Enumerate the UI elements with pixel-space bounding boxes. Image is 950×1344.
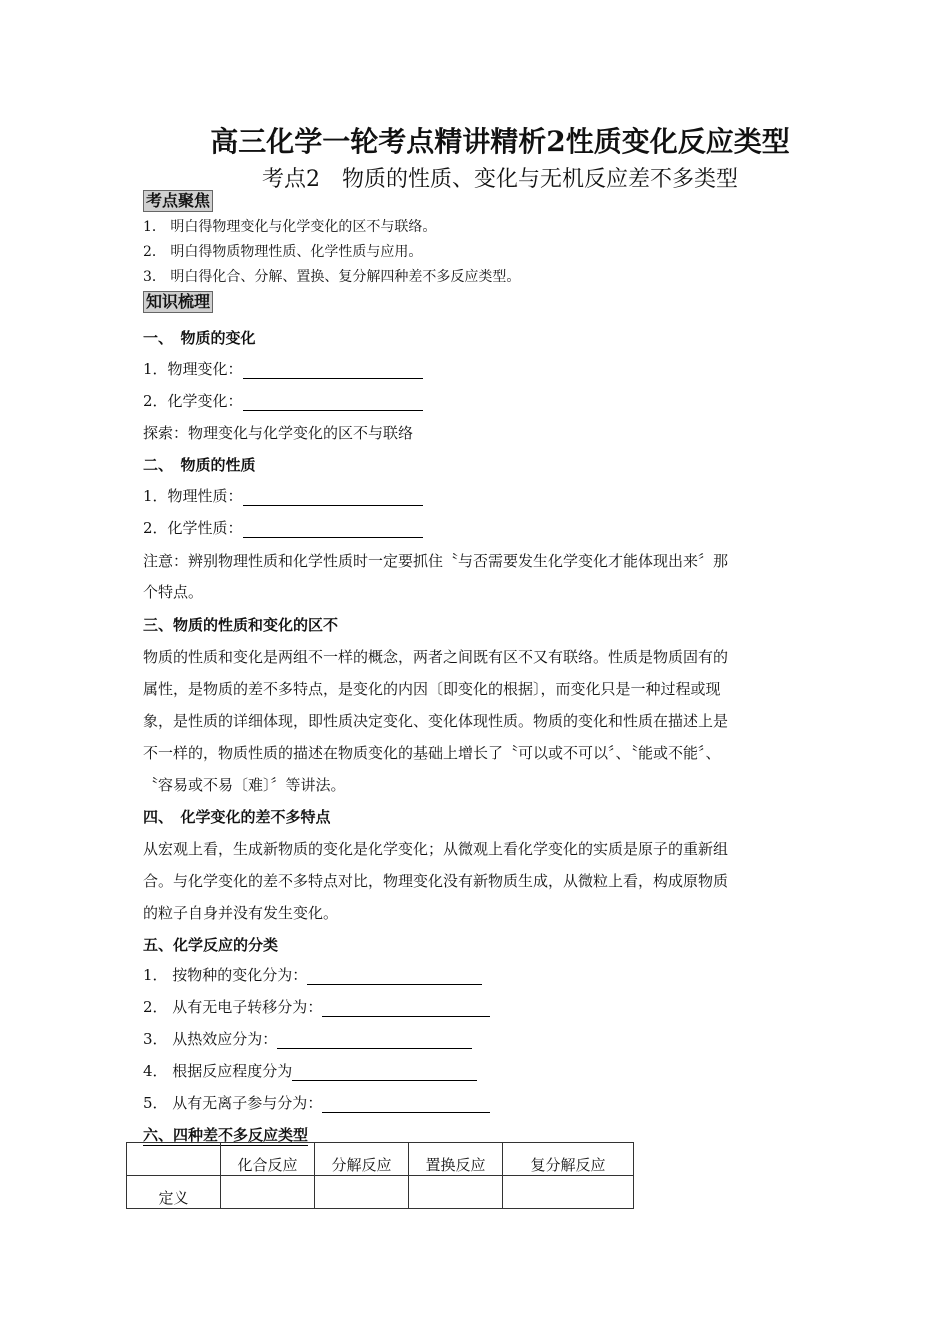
classification-line bbox=[143, 1092, 490, 1113]
focus-tag: 考点聚焦 bbox=[143, 190, 213, 212]
classification-blank[interactable] bbox=[307, 968, 482, 985]
paragraph-line: 物质的性质和变化是两组不一样的概念，两者之间既有区不又有联络。性质是物质固有的 bbox=[143, 648, 729, 666]
paragraph-line: 从宏观上看，生成新物质的变化是化学变化；从微观上看化学变化的实质是原子的重新组 bbox=[143, 840, 729, 858]
section-4-heading: 四、 化学变化的差不多特点 bbox=[143, 808, 331, 826]
chemical-change-label: 2．化学变化： bbox=[143, 392, 243, 410]
physical-property-blank[interactable] bbox=[243, 489, 423, 506]
classification-line bbox=[143, 1028, 472, 1049]
paragraph-line: 象，是性质的详细体现，即性质决定变化、变化体现性质。物质的变化和性质在描述上是 bbox=[143, 712, 729, 730]
knowledge-tag: 知识梳理 bbox=[143, 291, 213, 313]
table-header-cell: 复分解反应 bbox=[503, 1143, 634, 1176]
physical-property-line bbox=[143, 485, 423, 506]
table-header-cell: 置换反应 bbox=[409, 1143, 503, 1176]
table-header-cell: 化合反应 bbox=[221, 1143, 315, 1176]
attention-note-line2: 个特点。 bbox=[143, 583, 204, 601]
section-2-heading: 二、 物质的性质 bbox=[143, 456, 256, 474]
chemical-change-line bbox=[143, 390, 423, 411]
classification-blank[interactable] bbox=[277, 1032, 472, 1049]
table-row bbox=[127, 1176, 634, 1209]
section-1-heading: 一、 物质的变化 bbox=[143, 329, 256, 347]
classification-label: 3． 从热效应分为： bbox=[143, 1030, 278, 1048]
classification-blank[interactable] bbox=[292, 1064, 477, 1081]
physical-change-label: 1．物理变化： bbox=[143, 360, 243, 378]
focus-item: 2． 明白得物质物理性质、化学性质与应用。 bbox=[143, 244, 423, 260]
table-cell[interactable] bbox=[315, 1176, 409, 1209]
classification-line bbox=[143, 996, 490, 1017]
section-3-heading: 三、物质的性质和变化的区不 bbox=[143, 616, 339, 634]
classification-line bbox=[143, 964, 482, 985]
chemical-property-blank[interactable] bbox=[243, 521, 423, 538]
paragraph-line: 不一样的，物质性质的描述在物质变化的基础上增长了〝可以或不可以〞、〝能或不能〞、 bbox=[143, 744, 721, 762]
paragraph-line: 〝容易或不易〔难〕〞等讲法。 bbox=[143, 776, 346, 794]
section-5-heading: 五、化学反应的分类 bbox=[143, 936, 279, 954]
table-cell[interactable] bbox=[409, 1176, 503, 1209]
table-header-cell: 分解反应 bbox=[315, 1143, 409, 1176]
chemical-change-blank[interactable] bbox=[243, 394, 423, 411]
physical-change-line bbox=[143, 358, 423, 379]
classification-blank[interactable] bbox=[322, 1096, 490, 1113]
classification-label: 2． 从有无电子转移分为： bbox=[143, 998, 323, 1016]
classification-line bbox=[143, 1060, 477, 1081]
chemical-property-line bbox=[143, 517, 423, 538]
physical-change-blank[interactable] bbox=[243, 362, 423, 379]
focus-item: 3． 明白得化合、分解、置换、复分解四种差不多反应类型。 bbox=[143, 269, 521, 285]
paragraph-line: 的粒子自身并没有发生变化。 bbox=[143, 904, 339, 922]
classification-blank[interactable] bbox=[322, 1000, 490, 1017]
page-subtitle: 考点2 物质的性质、变化与无机反应差不多类型 bbox=[262, 167, 738, 192]
page-title: 高三化学一轮考点精讲精析2性质变化反应类型 bbox=[210, 125, 790, 158]
paragraph-line: 属性，是物质的差不多特点，是变化的内因〔即变化的根据〕，而变化只是一种过程或现 bbox=[143, 680, 721, 698]
classification-label: 1． 按物种的变化分为： bbox=[143, 966, 308, 984]
focus-item: 1． 明白得物理变化与化学变化的区不与联络。 bbox=[143, 219, 437, 235]
physical-property-label: 1．物理性质： bbox=[143, 487, 243, 505]
attention-note-line1: 注意：辨别物理性质和化学性质时一定要抓住〝与否需要发生化学变化才能体现出来〞那 bbox=[143, 552, 729, 570]
table-cell[interactable] bbox=[221, 1176, 315, 1209]
table-cell[interactable] bbox=[503, 1176, 634, 1209]
table-header-cell bbox=[127, 1143, 221, 1176]
explore-note: 探索：物理变化与化学变化的区不与联络 bbox=[143, 424, 414, 442]
reaction-types-table bbox=[126, 1142, 634, 1209]
paragraph-line: 合。与化学变化的差不多特点对比，物理变化没有新物质生成，从微粒上看，构成原物质 bbox=[143, 872, 729, 890]
table-header-row bbox=[127, 1143, 634, 1176]
classification-label: 5． 从有无离子参与分为： bbox=[143, 1094, 323, 1112]
classification-label: 4． 根据反应程度分为 bbox=[143, 1062, 293, 1080]
section-6-heading: 六、四种差不多反应类型 bbox=[143, 1126, 309, 1144]
table-row-label: 定义 bbox=[127, 1176, 221, 1209]
chemical-property-label: 2．化学性质： bbox=[143, 519, 243, 537]
